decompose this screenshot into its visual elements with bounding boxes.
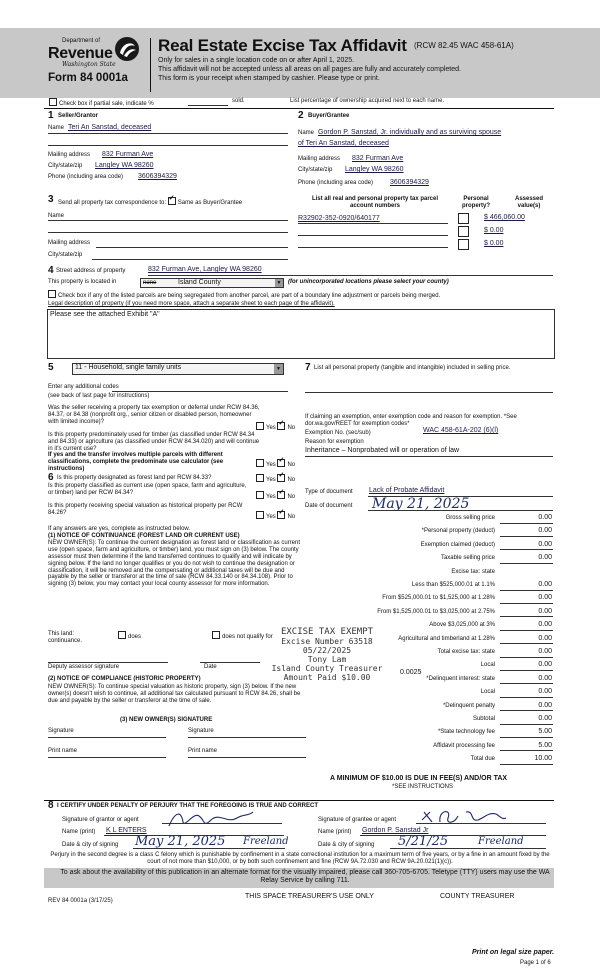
tax-row-label: *Personal property (deduct) — [421, 528, 495, 535]
q2-no-label: No — [287, 462, 296, 468]
stamp-line-3: 05/22/2025 — [302, 646, 352, 655]
grantee-date[interactable]: 5/21/25 — [398, 834, 449, 849]
q2-yes-no — [256, 459, 295, 469]
owner-print-label-2: Print name — [188, 748, 218, 754]
grantor-name-label: Name (print) — [62, 829, 96, 835]
q1-yes-label: Yes — [266, 425, 276, 431]
chevron-down-icon: ▼ — [274, 364, 283, 374]
seller-heading: Seller/Grantor — [58, 113, 99, 119]
seller-addr-label: Mailing address — [48, 152, 91, 158]
buyer-name-label: Name — [298, 130, 315, 136]
personal-property-checkbox-2[interactable] — [458, 226, 469, 237]
personal-property-checkbox-3[interactable] — [458, 239, 469, 250]
dept-of-text: Department of — [62, 38, 101, 44]
s6q3-no-checkbox[interactable] — [277, 511, 285, 519]
tax-row-value[interactable]: 0.00 — [538, 688, 552, 696]
notice3-title: (3) NEW OWNER(S) SIGNATURE — [120, 717, 213, 723]
exemption-reason[interactable]: Inheritance – Nonprobated will or operation of law — [305, 447, 460, 454]
tax-row-value[interactable]: 0.00 — [538, 514, 552, 521]
stamp-line-6: Amount Paid $10.00 — [283, 673, 371, 682]
seller-city-label: City/state/zip — [48, 163, 83, 169]
grantee-name-label: Name (print) — [318, 829, 352, 835]
tax-row-label: *Delinquent penalty — [442, 702, 495, 709]
does-checkbox[interactable] — [118, 631, 126, 639]
revenue-swirl-icon — [114, 36, 140, 62]
buyer-addr-label: Mailing address — [298, 156, 341, 162]
tax-row-line — [500, 563, 553, 564]
legal-desc-label: Legal description of property (if you need more space, attach a separate sheet to each page of the affidavit). — [48, 301, 335, 307]
seller-phone-label: Phone (including area code) — [48, 174, 124, 180]
exempt-no-label: Exemption No. (sec/sub) — [305, 430, 371, 436]
header-line-2: This affidavit will not be accepted unless all areas on all pages are fully and accurately completed. — [158, 66, 461, 73]
additional-codes-line — [112, 391, 288, 392]
grantee-signature[interactable] — [418, 806, 508, 828]
parcel-line-1 — [298, 223, 448, 224]
header-line-3: This form is your receipt when stamped by cashier. Please type or print. — [158, 75, 380, 82]
tax-row-label: Local — [480, 662, 495, 669]
tax-row-value[interactable]: 0.00 — [538, 648, 552, 655]
does-not-checkbox[interactable] — [212, 631, 220, 639]
grantee-printed-name[interactable]: Gordon P. Sanstad Jr — [362, 827, 429, 834]
assessed-value-3[interactable]: $ 0.00 — [484, 240, 504, 247]
tax-row-value[interactable]: 0.00 — [538, 540, 552, 548]
q1-yes-checkbox[interactable] — [256, 422, 264, 430]
notice1-title: (1) NOTICE OF CONTINUANCE (FOREST LAND OR CURRENT USE) — [48, 533, 240, 539]
owner-signature-label-1: Signature — [48, 728, 74, 734]
buyer-heading: Buyer/Grantee — [308, 113, 350, 119]
s3-line-3 — [96, 247, 288, 248]
revision-label: REV 84 0001a (3/17/25) — [48, 898, 113, 904]
owner-signature-label-2: Signature — [188, 728, 214, 734]
legal-paper-note: Print on legal size paper. — [472, 949, 555, 956]
tax-row-line — [500, 549, 553, 550]
doc-date-line — [368, 510, 553, 511]
tax-row-line — [500, 683, 553, 684]
section3-text — [58, 197, 242, 207]
tax-row-line — [500, 710, 553, 711]
tax-row-value[interactable]: 0.00 — [538, 634, 552, 642]
document-type[interactable]: Lack of Probate Affidavit — [369, 487, 445, 494]
tax-row-label: Exemption claimed (deduct) — [420, 541, 495, 548]
tax-row-value[interactable]: 0.00 — [538, 621, 552, 629]
partial-sale-row — [49, 98, 154, 108]
grantee-date-line — [390, 848, 546, 849]
owner-print-label-1: Print name — [48, 748, 78, 754]
buyer-city[interactable]: Langley WA 98260 — [345, 166, 404, 173]
owner-sig-line-2 — [188, 737, 306, 738]
s6q1-yes-label: Yes — [266, 477, 276, 483]
seller-number: 1 — [48, 110, 54, 121]
assessed-value-1[interactable]: $ 466,060.00 — [484, 214, 525, 221]
tax-row-line — [500, 536, 553, 537]
street-label: Street address of property — [56, 268, 126, 274]
deputy-date-label: Date — [204, 664, 217, 670]
this-land-label: This land: — [48, 631, 75, 637]
buyer-city-label: City/state/zip — [298, 167, 333, 173]
revenue-wordmark: Revenue — [48, 45, 113, 62]
perjury-text: Perjury in the second degree is a class C felony which is punishable by confinement in a state correctional institution for a maximum term of five years, or by a fine in an amount fixed by the court of not more than $10,000, or by both such confinement and fine (RCW 9A.72.030 and RCW 9A.20.021(1)(c)). — [50, 852, 550, 865]
ownership-note: List percentage of ownership acquired next to each name. — [290, 98, 445, 104]
continuance-label: continuance. — [48, 638, 83, 644]
parcel-line-3 — [298, 247, 448, 248]
tax-row-label: Gross selling price — [445, 515, 495, 521]
does-option — [118, 631, 141, 641]
tax-row-value[interactable]: 0.00 — [538, 715, 552, 722]
tax-row-value[interactable]: 0.00 — [538, 661, 552, 669]
parcel-col-header: List all real and personal property tax parcel account numbers — [311, 196, 439, 209]
reason-line — [305, 456, 553, 457]
rule-top — [44, 108, 554, 109]
county-treasurer-label: COUNTY TREASURER — [440, 893, 515, 900]
segregated-checkbox[interactable] — [48, 290, 56, 298]
personal-property-checkbox-1[interactable] — [458, 213, 469, 224]
section3-number: 3 — [48, 194, 54, 205]
located-label: This property is located in — [48, 279, 117, 285]
tax-row-value[interactable]: 5.00 — [538, 741, 552, 749]
buyer-phone-label: Phone (including area code) — [298, 180, 374, 186]
buyer-name-1[interactable]: Gordon P. Sanstad, Jr. individually and as surviving spouse — [318, 129, 502, 136]
section3-label: Send all property tax correspondence to: — [58, 200, 167, 206]
s3-line-4 — [92, 259, 288, 260]
s6q1-no-checkbox[interactable] — [277, 474, 285, 482]
tax-row-label: Total due — [470, 756, 495, 763]
page-number: Page 1 of 6 — [520, 960, 551, 966]
tax-row-value[interactable]: 0.00 — [538, 554, 552, 562]
s6q2-yes-checkbox[interactable] — [256, 491, 264, 499]
tax-row-label: *State technology fee — [437, 729, 495, 736]
seller-name-label: Name — [48, 125, 65, 131]
section6-q1: Is this property designated as forest land per RCW 84.33? — [57, 475, 212, 481]
county-value: Island County — [178, 279, 221, 286]
tax-row-label: Subtotal — [472, 716, 495, 722]
stamp-line-4: Tony Lam — [307, 655, 347, 664]
grantor-date-line — [133, 848, 285, 849]
seller-phone[interactable]: 3606394329 — [138, 173, 177, 180]
s6q2-no-label: No — [287, 494, 296, 500]
grantor-sig-label: Signature of grantor or agent — [62, 817, 139, 823]
tax-row-line — [500, 603, 553, 604]
doc-date-label: Date of document — [305, 503, 353, 509]
tax-row-label: Less than $525,000.01 at 1.1% — [411, 582, 495, 588]
notice1-body: NEW OWNER(S): To continue the current designation as forest land or classification as current use (open space, farm and agriculture, or timber) land, you must sign on (3) below. The county assessor must then determine if the land transferred continues to qualify and will indicate by signing below. If the land no longer qualifies or you do not wish to continue the designation or classification, it will be removed and the compensating or additional taxes will be due and payable by the seller or transferor at the time of sale (RCW 84.33.140 or 84.34.108). Prior to signing (3) below, you may contact your local county assessor for more information. — [48, 540, 300, 588]
does-not-label: does not qualify for — [222, 634, 273, 640]
reason-label: Reason for exemption — [305, 439, 364, 445]
grantor-date-label: Date & city of signing — [62, 842, 119, 848]
tax-row-line — [500, 657, 553, 658]
personal-col-header: Personal property? — [461, 196, 490, 209]
partial-pct-line — [188, 105, 228, 106]
legal-description-box[interactable] — [47, 309, 555, 359]
q1-no-checkbox[interactable] — [277, 422, 285, 430]
street-line — [148, 275, 553, 276]
header-line-1: Only for sales in a single location code on or after April 1, 2025. — [158, 57, 355, 64]
buyer-name-2[interactable]: of Teri An Sanstad, deceased — [298, 140, 389, 147]
s3-line-1 — [48, 220, 288, 221]
section3-addr-label: Mailing address — [48, 240, 91, 246]
seller-address[interactable]: 832 Furman Ave — [102, 151, 154, 158]
seller-name[interactable]: Teri An Sanstad, deceased — [68, 124, 152, 131]
segregated-label: Check box if any of the listed parcels are being segregated from another parcel, are part of a boundary line adjustment or parcels being merged. — [58, 293, 441, 299]
seller-line-1 — [48, 133, 288, 134]
tax-row-value[interactable]: 5.00 — [538, 728, 552, 736]
use-code-value: 11 - Household, single family units — [75, 364, 182, 371]
tax-row-line — [500, 616, 553, 617]
notice2-title: (2) NOTICE OF COMPLIANCE (HISTORIC PROPERTY) — [48, 676, 201, 682]
tax-row-value[interactable]: 0.00 — [538, 581, 552, 588]
tax-row-line — [500, 737, 553, 738]
tax-row-value[interactable]: 0.00 — [538, 527, 552, 535]
q2-yes-label: Yes — [266, 462, 276, 468]
if-any-yes: If any answers are yes, complete as instructed below. — [48, 526, 191, 532]
use-code-select[interactable] — [72, 363, 284, 375]
q1-no-label: No — [287, 425, 296, 431]
tax-row-label: Affidavit processing fee — [433, 742, 495, 749]
same-as-buyer-label: Same as Buyer/Grantee — [177, 200, 243, 206]
see-back-note: (see back of last page for instructions) — [48, 393, 150, 399]
q2-yes-checkbox[interactable] — [256, 459, 264, 467]
deputy-line — [48, 662, 168, 663]
section6-number: 6 — [48, 472, 54, 483]
seller-city[interactable]: Langley WA 98260 — [95, 162, 154, 169]
grantor-date[interactable]: May 21, 2025 — [135, 834, 226, 849]
tax-row-label: Total excise tax: state — [437, 649, 495, 655]
section5-q1: Was the seller receiving a property tax exemption or deferral under RCW 84.36, 84.37, or 84.38 (nonprofit org., senior citizen or disabled person, homeowner with limited income)? — [48, 405, 260, 425]
header-divider — [150, 38, 151, 92]
grantee-city[interactable]: Freeland — [478, 836, 524, 847]
stamp-line-5: Island County Treasurer — [271, 664, 383, 673]
section6-q3: Is this property receiving special valuation as historical property per RCW 84.26? — [48, 503, 243, 516]
local-rate: 0.0025 — [400, 669, 422, 676]
s6q1-yes-no — [256, 474, 295, 484]
document-date[interactable]: May 21, 2025 — [372, 496, 470, 512]
tax-row-line — [500, 750, 553, 751]
form-number: Form 84 0001a — [48, 72, 128, 84]
tax-row-value[interactable]: 0.00 — [538, 594, 552, 602]
s6q2-yes-label: Yes — [266, 494, 276, 500]
s6q2-yes-no — [256, 491, 295, 501]
section3-name-label: Name — [48, 213, 65, 219]
s3-line-2 — [48, 232, 288, 233]
tax-row-label: Above $3,025,000 at 3% — [429, 622, 495, 629]
does-label: does — [128, 634, 142, 640]
county-note: (for unincorporated locations please select your county) — [288, 279, 449, 285]
tax-row-label: From $1,525,000.01 to $3,025,000 at 2.75% — [377, 608, 495, 615]
grantor-signature[interactable] — [165, 808, 255, 832]
section7-number: 7 — [305, 362, 311, 373]
tax-row-line — [500, 523, 553, 524]
tax-row-label: Local — [480, 689, 495, 696]
grantee-date-label: Date & city of signing — [318, 842, 375, 848]
form-citation: (RCW 82.45 WAC 458-61A) — [414, 41, 514, 50]
location-code-value: none — [143, 280, 157, 286]
perjury-notice — [46, 852, 554, 866]
s6q3-no-label: No — [287, 514, 296, 520]
assessed-value-2[interactable]: $ 0.00 — [484, 227, 504, 234]
tax-row-line — [500, 630, 553, 631]
location-code-select[interactable] — [140, 278, 284, 288]
s6q1-no-label: No — [287, 477, 296, 483]
alt-format-text: To ask about the availability of this publication in an alternate format for the visually impaired, please call 360-705-6705. Teletype (TTY) users may use the WA Relay Service by calling 711. — [60, 869, 550, 885]
tax-row-line — [500, 764, 553, 765]
s6q3-yes-checkbox[interactable] — [256, 511, 264, 519]
doc-type-label: Type of document — [305, 489, 353, 495]
tax-row-label: *Delinquent interest: state — [426, 675, 495, 682]
partial-sold: sold. — [232, 98, 245, 104]
treasurer-stamp — [262, 627, 392, 682]
tax-row-label: Taxable selling price — [440, 555, 495, 562]
tax-row-value[interactable]: 10.00 — [534, 755, 552, 763]
rule-s8 — [44, 800, 554, 801]
s6q1-yes-checkbox[interactable] — [256, 474, 264, 482]
section4-number: 4 — [48, 265, 54, 276]
legal-description-value: Please see the attached Exhibit "A" — [50, 311, 160, 318]
s6q3-yes-no — [256, 511, 295, 521]
partial-sale-checkbox[interactable] — [49, 98, 57, 106]
s6q3-yes-label: Yes — [266, 514, 276, 520]
tax-row-value[interactable]: 0.00 — [538, 701, 552, 709]
buyer-phone[interactable]: 3606394329 — [390, 179, 429, 186]
tax-row-line — [500, 670, 553, 671]
partial-sale-label: Check box if partial sale, indicate % — [59, 101, 154, 107]
deputy-date-line — [200, 662, 260, 663]
grantor-printed-name[interactable]: K L ENTERS — [106, 827, 147, 834]
section8-number: 8 — [48, 800, 54, 811]
street-address[interactable]: 832 Furman Ave, Langley WA 98260 — [148, 266, 262, 273]
section5-q2a: Is this property predominately used for timber (as classified under RCW 84.34 and 84.33) or agriculture (as classified under RCW 84.34.020) and will continue in it's current use? — [48, 432, 260, 452]
tax-row-label: Agricultural and timberland at 1.28% — [398, 635, 495, 642]
tax-row-line — [500, 643, 553, 644]
s7-line-1 — [305, 392, 553, 393]
exemption-number[interactable]: WAC 458-61A-202 (6)(l) — [423, 427, 499, 434]
see-instructions: *SEE INSTRUCTIONS — [392, 784, 454, 790]
stamp-line-1: EXCISE TAX EXEMPT — [280, 627, 374, 637]
tax-row-value[interactable]: 0.00 — [538, 674, 552, 682]
stamp-line-2: Excise Number 63518 — [281, 637, 373, 646]
minimum-due-note: A MINIMUM OF $10.00 IS DUE IN FEE(S) AND/OR TAX — [330, 775, 508, 782]
grantee-sig-label: Signature of grantee or agent — [318, 817, 397, 823]
section6-q2: Is this property classified as current use (open space, farm and agriculture, or timber) land per RCW 84.34? — [48, 483, 247, 496]
owner-print-line-1 — [48, 757, 166, 758]
form-title: Real Estate Excise Tax Affidavit — [158, 36, 407, 55]
parcel-number[interactable]: R32902-352-0920/640177 — [298, 215, 380, 222]
q1-yes-no — [256, 422, 295, 432]
section5-q2b: If yes and the transfer involves multiple parcels with different classifications, complete the predominate use calculator (see instructions) — [48, 452, 224, 472]
tax-row-value[interactable]: 0.00 — [538, 607, 552, 615]
section7-text: List all personal property (tangible and intangible) included in selling price. — [314, 365, 511, 371]
seller-line-2 — [48, 145, 288, 146]
state-text: Washington State — [62, 61, 116, 68]
treasurer-use-only: THIS SPACE TREASURER'S USE ONLY — [245, 893, 374, 900]
owner-print-line-2 — [188, 757, 306, 758]
parcel-line-2 — [298, 235, 448, 236]
exempt-instructions: If claiming an exemption, enter exemption code and reason for exemption. *See dor.wa.gov/REET for exemption codes* — [305, 414, 517, 427]
tax-row-line — [500, 590, 553, 591]
notice2-body: NEW OWNER(S): To continue special valuation as historic property, sign (3) below. If the new owner(s) doesn't wish to continue, all additional tax calculated pursuant to RCW 84.26, shall be due and payable by the seller or transferor at the time of sale. — [48, 684, 301, 704]
buyer-number: 2 — [298, 110, 304, 121]
grantor-city[interactable]: Freeland — [243, 836, 289, 847]
owner-sig-line-1 — [48, 737, 166, 738]
dor-logo — [48, 36, 148, 92]
chevron-down-icon: ▼ — [276, 280, 282, 286]
q2-no-checkbox[interactable] — [277, 459, 285, 467]
tax-row-line — [500, 724, 553, 725]
additional-codes-label: Enter any additional codes — [48, 384, 119, 390]
buyer-address[interactable]: 832 Furman Ave — [352, 155, 404, 162]
section5-number: 5 — [48, 362, 54, 373]
tax-row-label: From $525,000.01 to $1,525,000 at 1.28% — [382, 595, 495, 602]
s6q2-no-checkbox[interactable] — [277, 491, 285, 499]
section3-city-label: City/state/zip — [48, 252, 83, 258]
deputy-signature-label: Deputy assessor signature — [48, 664, 120, 670]
tax-row-line — [500, 697, 553, 698]
tax-row-label: Excise tax: state — [451, 568, 495, 575]
certify-statement: I CERTIFY UNDER PENALTY OF PERJURY THAT THE FOREGOING IS TRUE AND CORRECT — [57, 803, 319, 809]
same-as-buyer-checkbox[interactable] — [168, 197, 176, 205]
assessed-col-header: Assessed value(s) — [514, 196, 544, 209]
segregated-row — [48, 290, 440, 300]
